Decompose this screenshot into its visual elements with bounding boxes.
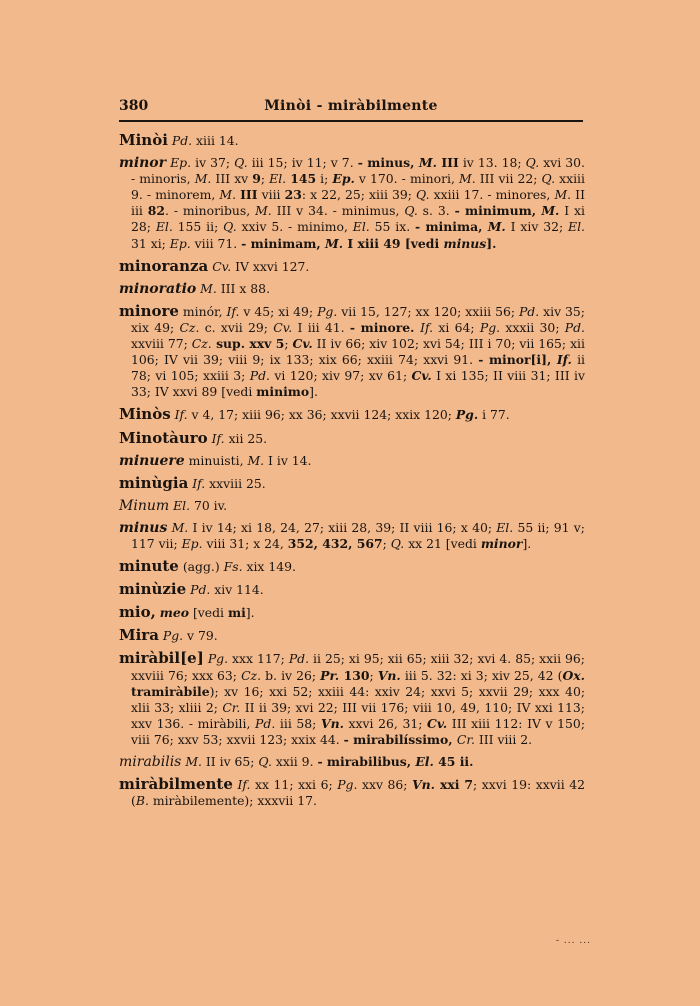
entry-text: M. bbox=[185, 754, 202, 769]
entry-text: b. iv 26; bbox=[261, 667, 321, 683]
header-rule bbox=[119, 120, 583, 122]
entry-text: III xv bbox=[211, 171, 253, 187]
entry-headword: minùgia bbox=[119, 473, 189, 492]
entry-text: B. bbox=[135, 793, 149, 809]
entry-text: viii 31; x 24, bbox=[202, 535, 288, 551]
entry-text: II iv 65; bbox=[201, 754, 259, 769]
entry-text: vii 15, 127; xx 120; xxiii 56; bbox=[337, 303, 519, 319]
entry-text: xxvi 26, 31; bbox=[343, 715, 428, 731]
entry-text: If. bbox=[226, 303, 240, 319]
entry-text: - minimam, bbox=[241, 235, 325, 251]
dictionary-entry bbox=[119, 406, 585, 423]
entry-text: 31 xi; bbox=[131, 235, 170, 251]
entry-text: Ox. bbox=[562, 667, 585, 683]
entry-headword: minus bbox=[119, 519, 168, 536]
entry-text: III viii 2. bbox=[474, 731, 533, 747]
entry-text: v 79. bbox=[183, 628, 218, 644]
entry-headword: Minotàuro bbox=[119, 428, 208, 447]
entry-text: xxviii 77; bbox=[131, 336, 192, 352]
entry-text: El. bbox=[568, 219, 585, 235]
entry-text: Cr. bbox=[456, 731, 475, 747]
entry-text: 9 bbox=[252, 171, 261, 187]
entry-headword: minoratio bbox=[119, 280, 197, 297]
entry-text: ]. bbox=[245, 605, 255, 621]
footer-mark: - ... ... bbox=[556, 936, 591, 946]
entry-text: Vn. bbox=[377, 667, 401, 683]
entry-text: i 77. bbox=[478, 407, 510, 423]
entry-text: mi bbox=[227, 605, 246, 621]
dictionary-entry bbox=[119, 558, 585, 575]
entry-text: ]. bbox=[522, 535, 532, 551]
page-header bbox=[119, 96, 583, 118]
entry-text: iii 15; iv 11; v 7. bbox=[247, 155, 358, 171]
entry-text: minus bbox=[443, 235, 487, 251]
entry-headword: minùzie bbox=[119, 580, 187, 599]
entry-text: Q. bbox=[234, 155, 248, 171]
entry-headword: minore bbox=[119, 301, 179, 320]
entry-headword: minoranza bbox=[119, 256, 209, 275]
entry-text: Cz. bbox=[179, 319, 200, 335]
entry-text: - minore. bbox=[349, 319, 421, 335]
dictionary-entry bbox=[119, 303, 585, 401]
entry-text: - minus, bbox=[357, 155, 419, 171]
dictionary-entry bbox=[119, 258, 585, 275]
dictionary-entry bbox=[119, 604, 585, 621]
entry-text: s. 3. bbox=[417, 203, 455, 219]
entry-text: xiv 114. bbox=[210, 582, 264, 598]
entry-text: I iv 14. bbox=[264, 452, 312, 468]
entry-text: Fs. bbox=[223, 559, 243, 575]
entry-list bbox=[119, 132, 585, 815]
entry-headword: Mira bbox=[119, 626, 159, 645]
entry-text: Pg. bbox=[162, 628, 184, 644]
entry-text: I xiii 49 [vedi bbox=[343, 235, 444, 251]
page-number: 380 bbox=[119, 98, 149, 114]
entry-headword: minor bbox=[119, 155, 167, 172]
entry-text: 55 ii; 91 v; 117 vii; bbox=[131, 519, 585, 551]
entry-text: Q. bbox=[390, 535, 405, 551]
entry-text: xx 21 [vedi bbox=[404, 535, 481, 551]
entry-text: III vii 22; bbox=[475, 171, 542, 187]
entry-text: - mirabilibus, bbox=[317, 754, 416, 769]
dictionary-entry bbox=[119, 155, 585, 252]
entry-text: Pd. bbox=[288, 651, 310, 667]
entry-text: III bbox=[240, 187, 258, 203]
entry-text: xxi 7 bbox=[435, 777, 473, 793]
dictionary-entry bbox=[119, 281, 585, 297]
entry-text: If. bbox=[211, 430, 225, 446]
entry-text: Pg. bbox=[479, 319, 501, 335]
entry-text: M. bbox=[247, 452, 265, 468]
dictionary-entry bbox=[119, 132, 585, 149]
entry-text: Ep. bbox=[169, 235, 191, 251]
entry-text: El. bbox=[173, 497, 191, 513]
dictionary-entry bbox=[119, 520, 585, 552]
entry-headword: Minòs bbox=[119, 405, 171, 424]
entry-text: If. bbox=[192, 475, 206, 491]
entry-text: xxiv 5. - minimo, bbox=[236, 219, 353, 235]
entry-text: El. bbox=[155, 219, 173, 235]
entry-text: El. bbox=[352, 219, 370, 235]
entry-text: 155 ii; bbox=[172, 219, 224, 235]
entry-headword: Minum bbox=[119, 497, 170, 514]
entry-text: minor bbox=[480, 535, 523, 551]
entry-headword: miràbil[e] bbox=[119, 649, 204, 668]
entry-text: M. bbox=[255, 203, 272, 219]
entry-text: meo bbox=[159, 605, 190, 621]
entry-text: ii 25; xi 95; xii 65; xiii 32; xvi 4. 85; xxii 96; xxviii 76; xxx 63; bbox=[131, 651, 585, 683]
entry-text: miràbilemente); xxxvii 17. bbox=[148, 793, 317, 809]
entry-text: Q. bbox=[404, 203, 418, 219]
entry-text: I xi 135; II viii 31; III iv 33; IV xxvi 89 [vedi bbox=[131, 368, 585, 400]
dictionary-entry bbox=[119, 581, 585, 598]
entry-text: Pg. bbox=[317, 303, 338, 319]
entry-text: I xiv 32; bbox=[505, 219, 569, 235]
entry-text: minuisti, bbox=[188, 452, 248, 468]
entry-text: Cz. bbox=[241, 667, 262, 683]
entry-text: xxviii 25. bbox=[205, 475, 266, 491]
entry-text: Ep. bbox=[332, 171, 355, 187]
entry-text: Pd. bbox=[249, 368, 270, 384]
entry-text: ); xv 16; xxi 52; xxiii 44: xxiv 24; xxvi 5; xxvii 29; xxx 40; xlii 33; xliii 2; bbox=[131, 683, 585, 715]
entry-text: iii 5. 32: xi 3; xiv 25, 42 ( bbox=[400, 667, 563, 683]
entry-headword: Minòi bbox=[119, 131, 168, 149]
entry-text: v 170. - minori, bbox=[354, 171, 460, 187]
entry-text: xi 64; bbox=[433, 319, 480, 335]
entry-text: II iii bbox=[131, 187, 585, 219]
entry-text: El. bbox=[415, 754, 434, 769]
entry-headword: mirabilis bbox=[119, 754, 182, 770]
entry-text: If. bbox=[420, 319, 434, 335]
entry-text: M. bbox=[171, 519, 189, 535]
entry-text: Q. bbox=[223, 219, 237, 235]
entry-text: - minima, bbox=[415, 219, 488, 235]
entry-text: viii 71. bbox=[190, 235, 242, 251]
entry-text: 23 bbox=[284, 187, 302, 203]
entry-text: . - minoribus, bbox=[165, 203, 256, 219]
entry-text: ]. bbox=[309, 384, 318, 400]
entry-text: III v 34. - minimus, bbox=[271, 203, 405, 219]
entry-text: Q. bbox=[416, 187, 430, 203]
entry-text: xxx 117; bbox=[228, 651, 289, 667]
entry-text: sup. xxv 5 bbox=[211, 336, 285, 352]
entry-text: xxii 9. bbox=[271, 754, 318, 769]
entry-text: xxv 86; bbox=[357, 777, 413, 793]
entry-text: ; xxvi 19: xxvii 42 ( bbox=[131, 777, 586, 809]
entry-text: Pd. bbox=[564, 319, 585, 335]
entry-text: Cr. bbox=[222, 699, 241, 715]
entry-text: iv 37; bbox=[191, 155, 235, 171]
entry-text: If. bbox=[556, 352, 572, 368]
entry-text: [vedi bbox=[189, 605, 228, 621]
entry-text: Q. bbox=[525, 155, 540, 171]
entry-text: ; bbox=[284, 336, 293, 352]
entry-text: If. bbox=[174, 407, 188, 423]
entry-text: Q. bbox=[541, 171, 556, 187]
entry-text: 82 bbox=[147, 203, 166, 219]
entry-text: iv 13. 18; bbox=[458, 155, 526, 171]
entry-text: Pd. bbox=[171, 133, 193, 148]
entry-text: xvi 30. - minoris, bbox=[131, 155, 585, 187]
entry-text: Ep. bbox=[181, 535, 203, 551]
entry-text: c. xvii 29; bbox=[199, 319, 274, 335]
entry-text: (agg.) bbox=[182, 559, 224, 575]
entry-headword: miràbilmente bbox=[119, 775, 233, 794]
entry-text: xxiii 9. - minorem, bbox=[131, 171, 585, 203]
dictionary-entry bbox=[119, 627, 585, 644]
entry-text: ; bbox=[382, 535, 391, 551]
dictionary-entry bbox=[119, 430, 585, 447]
dictionary-entry bbox=[119, 453, 585, 469]
entry-text: v 4, 17; xiii 96; xx 36; xxvii 124; xxix 120; bbox=[187, 407, 456, 423]
entry-headword: mio, bbox=[119, 603, 156, 622]
entry-text: ii 78; vi 105; xxiii 3; bbox=[131, 352, 585, 384]
entry-text: : x 22, 25; xiii 39; bbox=[301, 187, 417, 203]
entry-headword: minute bbox=[119, 557, 179, 576]
entry-text: II iv 66; xiv 102; xvi 54; III i 70; vii 165; xii 106; IV vii 39; viii 9; ix 133; xix 66; xxiii 74; xxvi 91. bbox=[131, 336, 585, 368]
entry-text: Pd. bbox=[518, 303, 540, 319]
entry-text: I iii 41. bbox=[292, 319, 350, 335]
entry-text: i; bbox=[316, 171, 333, 187]
entry-text: - minimum, bbox=[454, 203, 542, 219]
entry-text: IV xxvi 127. bbox=[231, 258, 310, 274]
entry-text: Cv. bbox=[273, 319, 293, 335]
entry-text: iii 58; bbox=[275, 715, 321, 731]
entry-headword: minuere bbox=[119, 452, 185, 469]
entry-text: M. bbox=[194, 171, 212, 187]
entry-text: If. bbox=[237, 777, 251, 793]
entry-text: xx 11; xxi 6; bbox=[250, 777, 338, 793]
entry-text: ; bbox=[369, 667, 378, 683]
entry-text: 55 ix. bbox=[369, 219, 416, 235]
entry-text: I xi 28; bbox=[131, 203, 585, 235]
entry-text: II ii 39; xvi 22; III vii 176; viii 10, 49, 110; IV xxi 113; xxv 136. - miràbili, bbox=[131, 699, 585, 731]
entry-text: 130 bbox=[339, 667, 370, 683]
dictionary-entry bbox=[119, 475, 585, 492]
entry-text: 352, 432, 567 bbox=[287, 535, 383, 551]
entry-text: xxiii 17. - minores, bbox=[429, 187, 555, 203]
entry-text: Q. bbox=[258, 754, 272, 769]
entry-text: Pg. bbox=[337, 777, 358, 793]
entry-text: Ep. bbox=[170, 155, 192, 171]
entry-text: tramiràbile bbox=[131, 683, 210, 699]
entry-text: III x 88. bbox=[216, 280, 271, 296]
running-title: Minòi - miràbilmente bbox=[264, 98, 438, 114]
entry-text: xii 25. bbox=[224, 430, 268, 446]
entry-text: M. bbox=[325, 235, 344, 251]
entry-text: Cv. bbox=[411, 368, 432, 384]
entry-text: xix 149. bbox=[242, 559, 296, 575]
entry-text: ; bbox=[260, 171, 270, 187]
entry-text: III xiii 112: IV v 150; viii 76; xxv 53; xxvii 123; xxix 44. bbox=[131, 715, 585, 747]
entry-text: III bbox=[436, 155, 459, 171]
entry-text: xiv 35; xix 49; bbox=[131, 303, 585, 335]
entry-text: M. bbox=[459, 171, 476, 187]
entry-text: viii bbox=[257, 187, 285, 203]
entry-text: xiii 14. bbox=[192, 133, 239, 148]
entry-text: minór, bbox=[182, 303, 227, 319]
entry-text: 145 bbox=[290, 171, 317, 187]
entry-text: Vn. bbox=[320, 715, 344, 731]
entry-text: 70 iv. bbox=[190, 497, 228, 513]
entry-text: I iv 14; xi 18, 24, 27; xiii 28, 39; II viii 16; x 40; bbox=[188, 519, 497, 535]
dictionary-entry bbox=[119, 754, 585, 770]
entry-text: Cv. bbox=[292, 336, 313, 352]
entry-text: vi 120; xiv 97; xv 61; bbox=[269, 368, 412, 384]
entry-text: Pr. bbox=[320, 667, 340, 683]
entry-text: - minor[i], bbox=[478, 352, 557, 368]
dictionary-entry bbox=[119, 776, 585, 809]
entry-text: Cz. bbox=[191, 336, 212, 352]
entry-text: Pg. bbox=[207, 651, 229, 667]
entry-text: M. bbox=[418, 155, 437, 171]
entry-text: M. bbox=[219, 187, 237, 203]
entry-text: M. bbox=[554, 187, 572, 203]
entry-text: 45 ii. bbox=[433, 754, 474, 769]
entry-text: Cv. bbox=[427, 715, 448, 731]
entry-text: El. bbox=[496, 519, 514, 535]
entry-text: El. bbox=[269, 171, 287, 187]
entry-text: Pd. bbox=[255, 715, 276, 731]
entry-text: xxxii 30; bbox=[500, 319, 565, 335]
entry-text: M. bbox=[487, 219, 506, 235]
entry-text: M. bbox=[541, 203, 560, 219]
dictionary-entry bbox=[119, 650, 585, 748]
entry-text: ]. bbox=[486, 235, 497, 251]
entry-text: M. bbox=[200, 280, 217, 296]
entry-text: Pg. bbox=[455, 407, 479, 423]
entry-text: - mirabilíssimo, bbox=[343, 731, 457, 747]
entry-text: minimo bbox=[256, 384, 310, 400]
entry-text: Pd. bbox=[190, 582, 211, 598]
dictionary-entry bbox=[119, 498, 585, 514]
entry-text: Vn. bbox=[412, 777, 435, 793]
entry-text: Cv. bbox=[212, 258, 232, 274]
entry-text: v 45; xi 49; bbox=[239, 303, 318, 319]
